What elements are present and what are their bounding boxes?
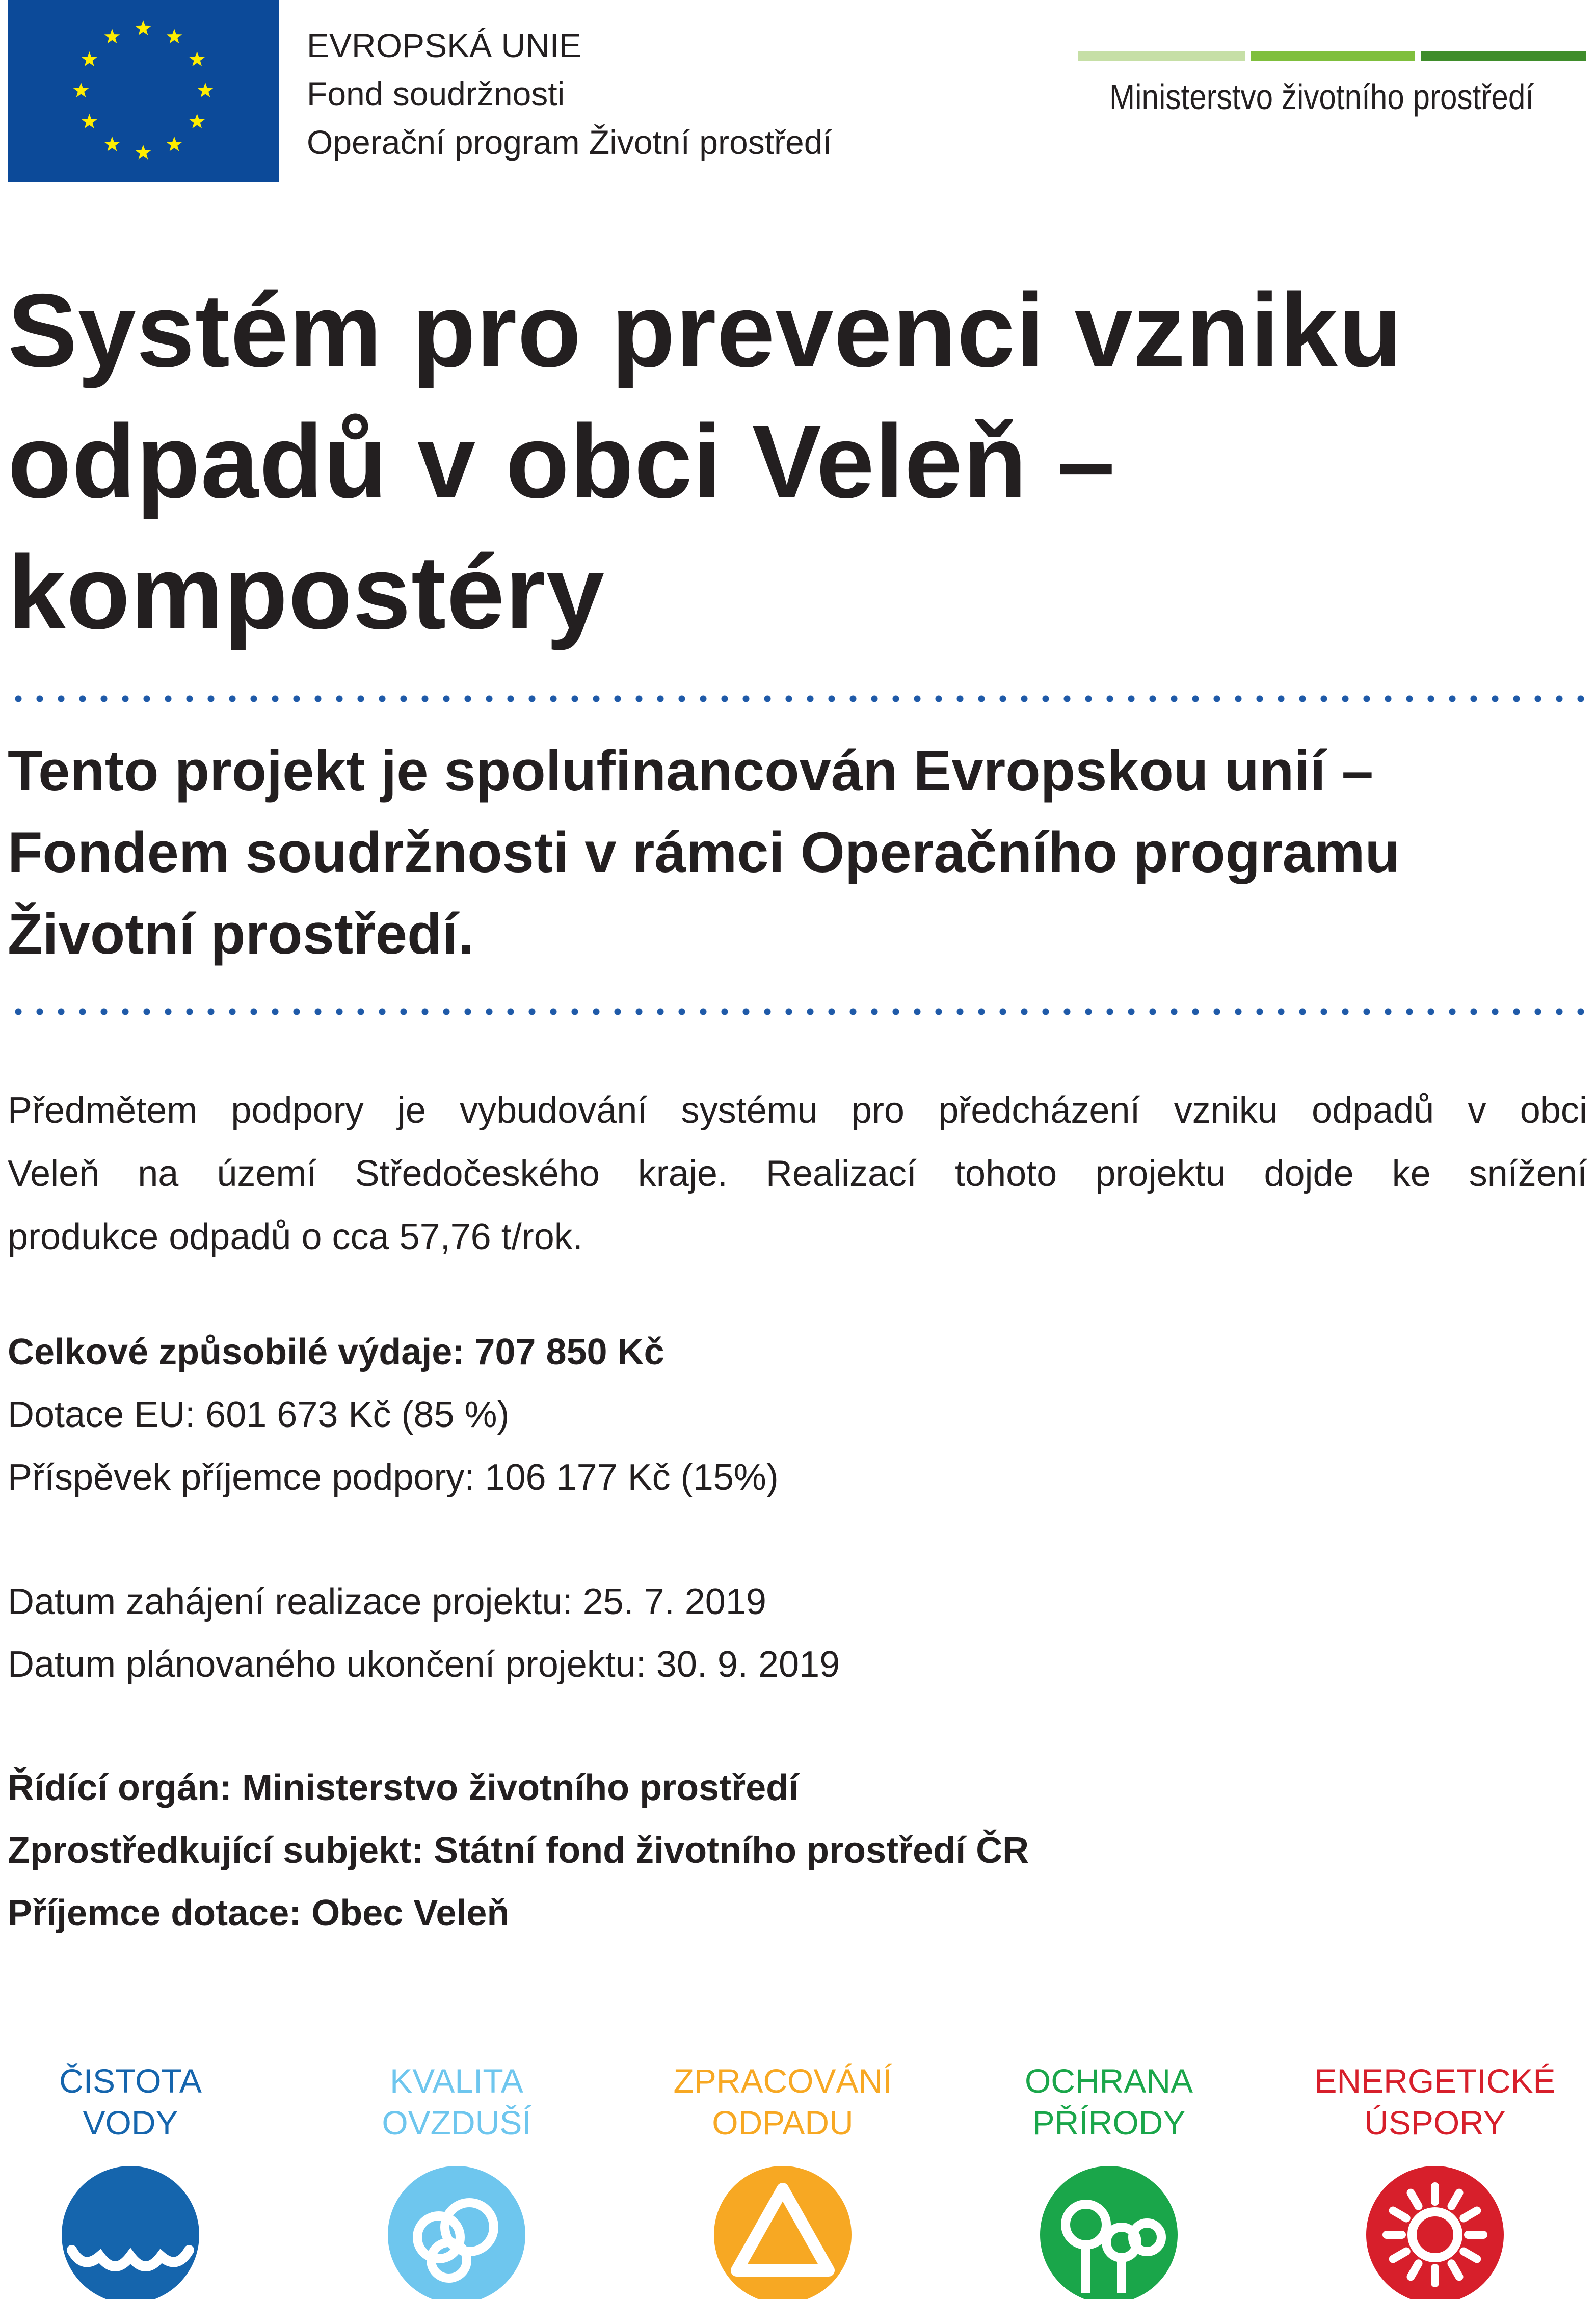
total-costs: Celkové způsobilé výdaje: 707 850 Kč	[8, 1332, 664, 1372]
description-word: pro	[851, 1090, 905, 1131]
description-word: Realizací	[765, 1153, 917, 1194]
description-word: území	[217, 1153, 317, 1194]
description-word: vybudování	[460, 1090, 648, 1131]
category-air-line1: KVALITA	[390, 2062, 523, 2100]
subtitle-line-3: Životní prostředí.	[8, 902, 474, 966]
category-air	[304, 2060, 609, 2144]
category-water-line2: VODY	[83, 2104, 178, 2142]
category-waste-line1: ZPRACOVÁNÍ	[673, 2062, 892, 2100]
beneficiary: Příjemce dotace: Obec Veleň	[8, 1893, 510, 1934]
trees-icon	[1040, 2166, 1178, 2299]
water-icon	[62, 2166, 199, 2299]
title-line-2: odpadů v obci Veleň –	[8, 403, 1116, 520]
dotted-divider-top	[8, 695, 1587, 702]
category-nature-line2: PŘÍRODY	[1032, 2104, 1186, 2142]
description-word: dojde	[1264, 1153, 1354, 1194]
page-title	[8, 265, 1587, 658]
description-word: vzniku	[1174, 1090, 1278, 1131]
subtitle-line-2: Fondem soudržnosti v rámci Operačního programu	[8, 821, 1400, 884]
category-nature-line1: OCHRANA	[1024, 2062, 1193, 2100]
ministry-bar-dark	[1421, 51, 1586, 61]
category-energy	[1282, 2060, 1588, 2144]
category-waste	[630, 2060, 936, 2144]
category-nature	[956, 2060, 1262, 2144]
managing-authority: Řídící orgán: Ministerstvo životního prostředí	[8, 1767, 799, 1808]
description-word: tohoto	[955, 1153, 1057, 1194]
description-word: Veleň	[8, 1153, 100, 1194]
cloud-icon	[388, 2166, 525, 2299]
description-word: snížení	[1469, 1153, 1587, 1194]
dotted-divider-bottom	[8, 1008, 1587, 1015]
eu-line-2: Fond soudržnosti	[307, 75, 565, 113]
category-energy-line2: ÚSPORY	[1364, 2104, 1506, 2142]
intermediary-body: Zprostředkující subjekt: Státní fond životního prostředí ČR	[8, 1830, 1029, 1871]
date-block	[8, 1571, 840, 1696]
project-description	[8, 1079, 1587, 1269]
description-word: Středočeského	[355, 1153, 600, 1194]
description-word: systému	[681, 1090, 818, 1131]
eu-subsidy: Dotace EU: 601 673 Kč (85 %)	[8, 1394, 510, 1435]
ministry-bar-mid	[1251, 51, 1415, 61]
cost-block	[8, 1321, 779, 1509]
beneficiary-contribution: Příspěvek příjemce podpory: 106 177 Kč (15%)	[8, 1457, 779, 1498]
description-word: v	[1468, 1090, 1486, 1131]
eu-stars-icon	[8, 0, 279, 182]
category-energy-line1: ENERGETICKÉ	[1314, 2062, 1556, 2100]
description-line-1	[8, 1079, 1587, 1142]
category-water	[0, 2060, 283, 2144]
ministry-bar-light	[1078, 51, 1245, 61]
organization-block	[8, 1757, 1029, 1945]
title-line-3: kompostéry	[8, 534, 605, 651]
description-word: projektu	[1095, 1153, 1226, 1194]
category-waste-line2: ODPADU	[712, 2104, 854, 2142]
eu-text-block	[307, 21, 832, 167]
subtitle-line-1: Tento projekt je spolufinancován Evropskou unií –	[8, 739, 1374, 803]
description-word: kraje.	[637, 1153, 728, 1194]
description-word: je	[397, 1090, 426, 1131]
ministry-logo-text: Ministerstvo životního prostředí	[1109, 77, 1534, 117]
category-air-line2: OVZDUŠÍ	[382, 2104, 531, 2142]
eu-flag-logo	[8, 0, 279, 182]
description-word: ke	[1392, 1153, 1431, 1194]
eu-line-1: EVROPSKÁ UNIE	[307, 27, 582, 64]
description-line-2	[8, 1142, 1587, 1205]
start-date: Datum zahájení realizace projektu: 25. 7. 2019	[8, 1581, 766, 1622]
description-word: na	[138, 1153, 179, 1194]
end-date: Datum plánovaného ukončení projektu: 30. 9. 2019	[8, 1644, 840, 1685]
title-line-1: Systém pro prevenci vzniku	[8, 272, 1403, 389]
description-word: předcházení	[938, 1090, 1140, 1131]
recycle-icon	[714, 2166, 852, 2299]
category-water-line1: ČISTOTA	[59, 2062, 202, 2100]
description-word: odpadů	[1312, 1090, 1434, 1131]
description-word: Předmětem	[8, 1090, 198, 1131]
eu-line-3: Operační program Životní prostředí	[307, 123, 832, 161]
funding-statement	[8, 730, 1587, 975]
description-word: obci	[1520, 1090, 1587, 1131]
sun-icon	[1366, 2166, 1504, 2299]
description-line-3: produkce odpadů o cca 57,76 t/rok.	[8, 1217, 583, 1257]
description-word: podpory	[231, 1090, 364, 1131]
